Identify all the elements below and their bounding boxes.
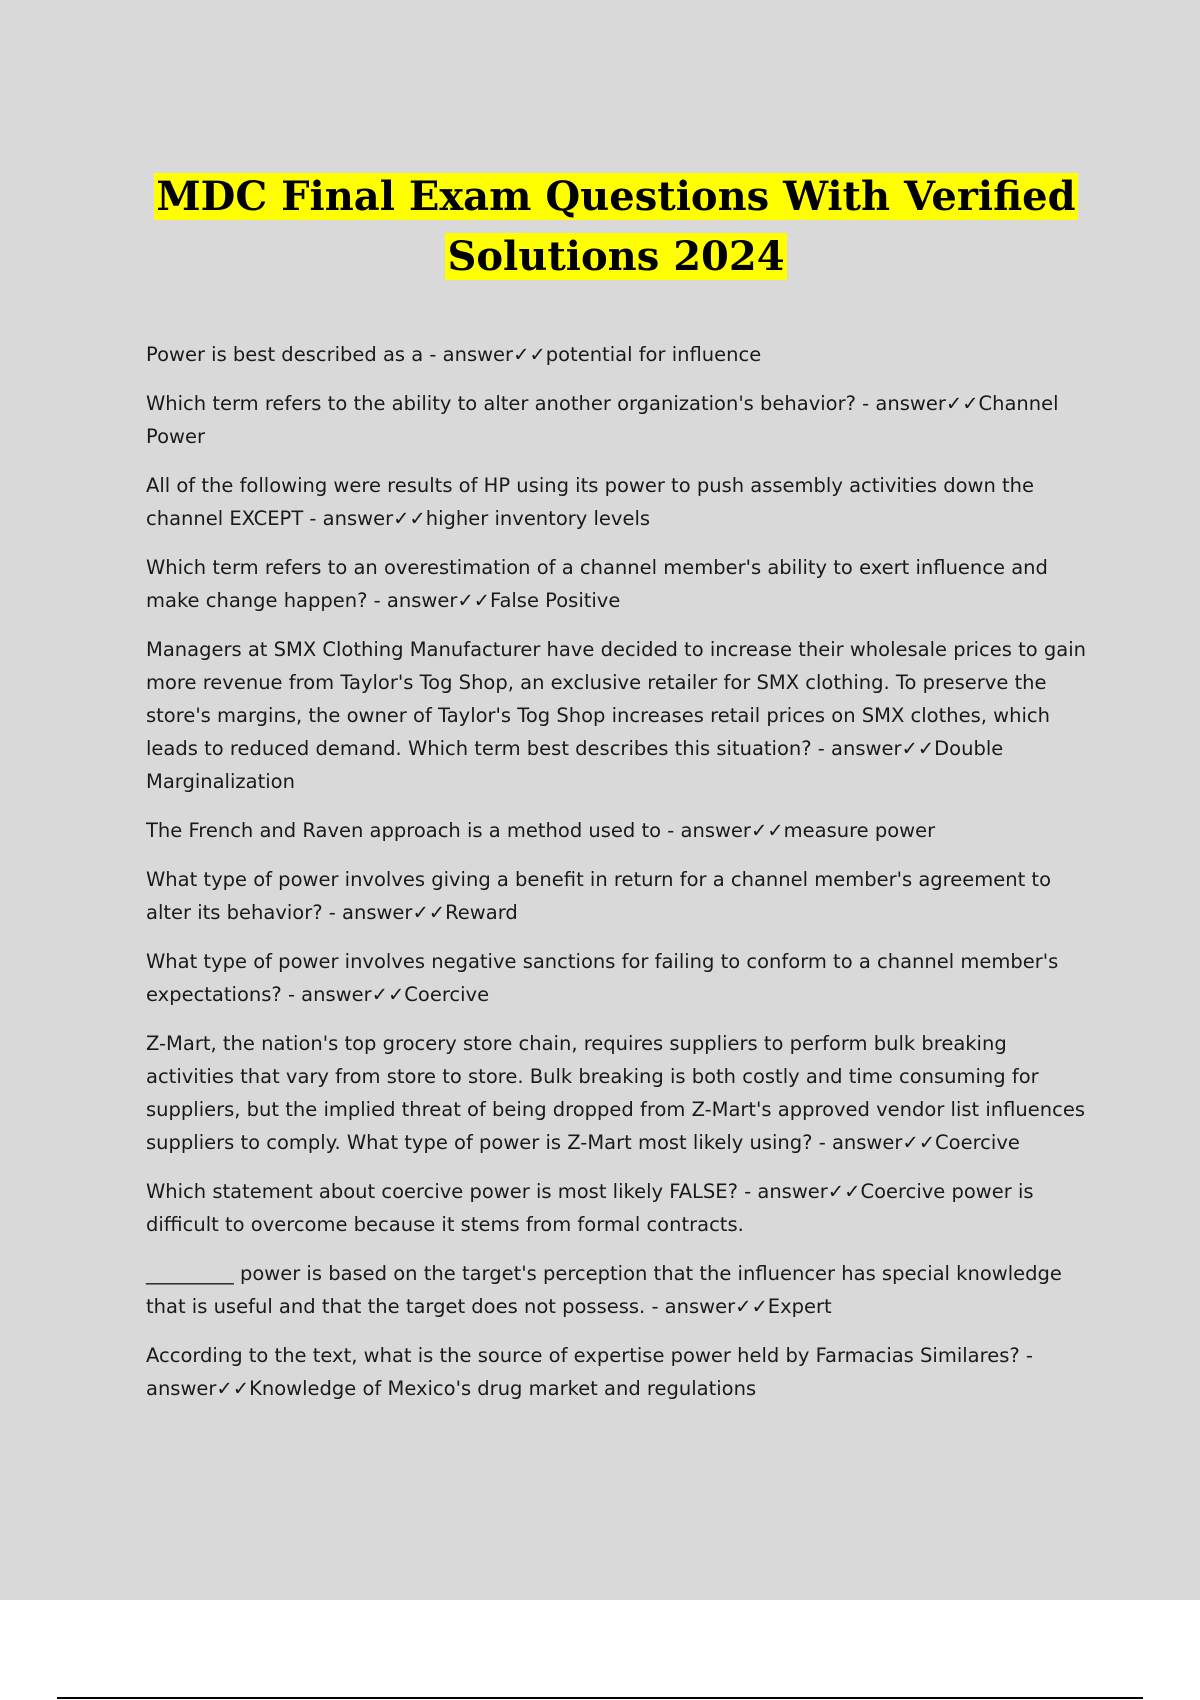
qa-item-6: The French and Raven approach is a method used to - answer✓✓measure power [146,819,936,842]
title-line-2: Solutions 2024 [447,233,785,280]
footer-divider [57,1697,1143,1699]
qa-item-12: According to the text, what is the source of expertise power held by Farmacias Similares? - answer✓✓Knowledge of Mexico's drug market and regulations [146,1344,1033,1400]
qa-item-9: Z-Mart, the nation's top grocery store chain, requires suppliers to perform bulk breaking activities that vary from store to store. Bulk breaking is both costly and time consuming for suppliers, but the implied threat of being dropped from Z-Mart's approved vendor list influences suppliers to comply. What type of power is Z-Mart most likely using? - answer✓✓Coercive [146,1032,1086,1154]
qa-item-10: Which statement about coercive power is most likely FALSE? - answer✓✓Coercive power is difficult to overcome because it stems from formal contracts. [146,1180,1034,1236]
title-line-1: MDC Final Exam Questions With Verified [156,173,1076,220]
document-title [100,167,1132,287]
qa-item-3: All of the following were results of HP using its power to push assembly activities down the channel EXCEPT - answer✓✓higher inventory levels [146,474,1035,530]
qa-item-2: Which term refers to the ability to alter another organization's behavior? - answer✓✓Channel Power [146,392,1059,448]
qa-item-1: Power is best described as a - answer✓✓potential for influence [146,343,762,366]
qa-item-11: _________ power is based on the target's perception that the influencer has special knowledge that is useful and that the target does not possess. - answer✓✓Expert [146,1262,1062,1318]
question-answer-list [146,338,1086,1421]
qa-item-5: Managers at SMX Clothing Manufacturer have decided to increase their wholesale prices to gain more revenue from Taylor's Tog Shop, an exclusive retailer for SMX clothing. To preserve the store's margins, the owner of Taylor's Tog Shop increases retail prices on SMX clothes, which leads to reduced demand. Which term best describes this situation? - answer✓✓Double Marginalization [146,638,1086,793]
qa-item-7: What type of power involves giving a benefit in return for a channel member's agreement to alter its behavior? - answer✓✓Reward [146,868,1052,924]
qa-item-8: What type of power involves negative sanctions for failing to conform to a channel member's expectations? - answer✓✓Coercive [146,950,1059,1006]
qa-item-4: Which term refers to an overestimation of a channel member's ability to exert influence and make change happen? - answer✓✓False Positive [146,556,1048,612]
